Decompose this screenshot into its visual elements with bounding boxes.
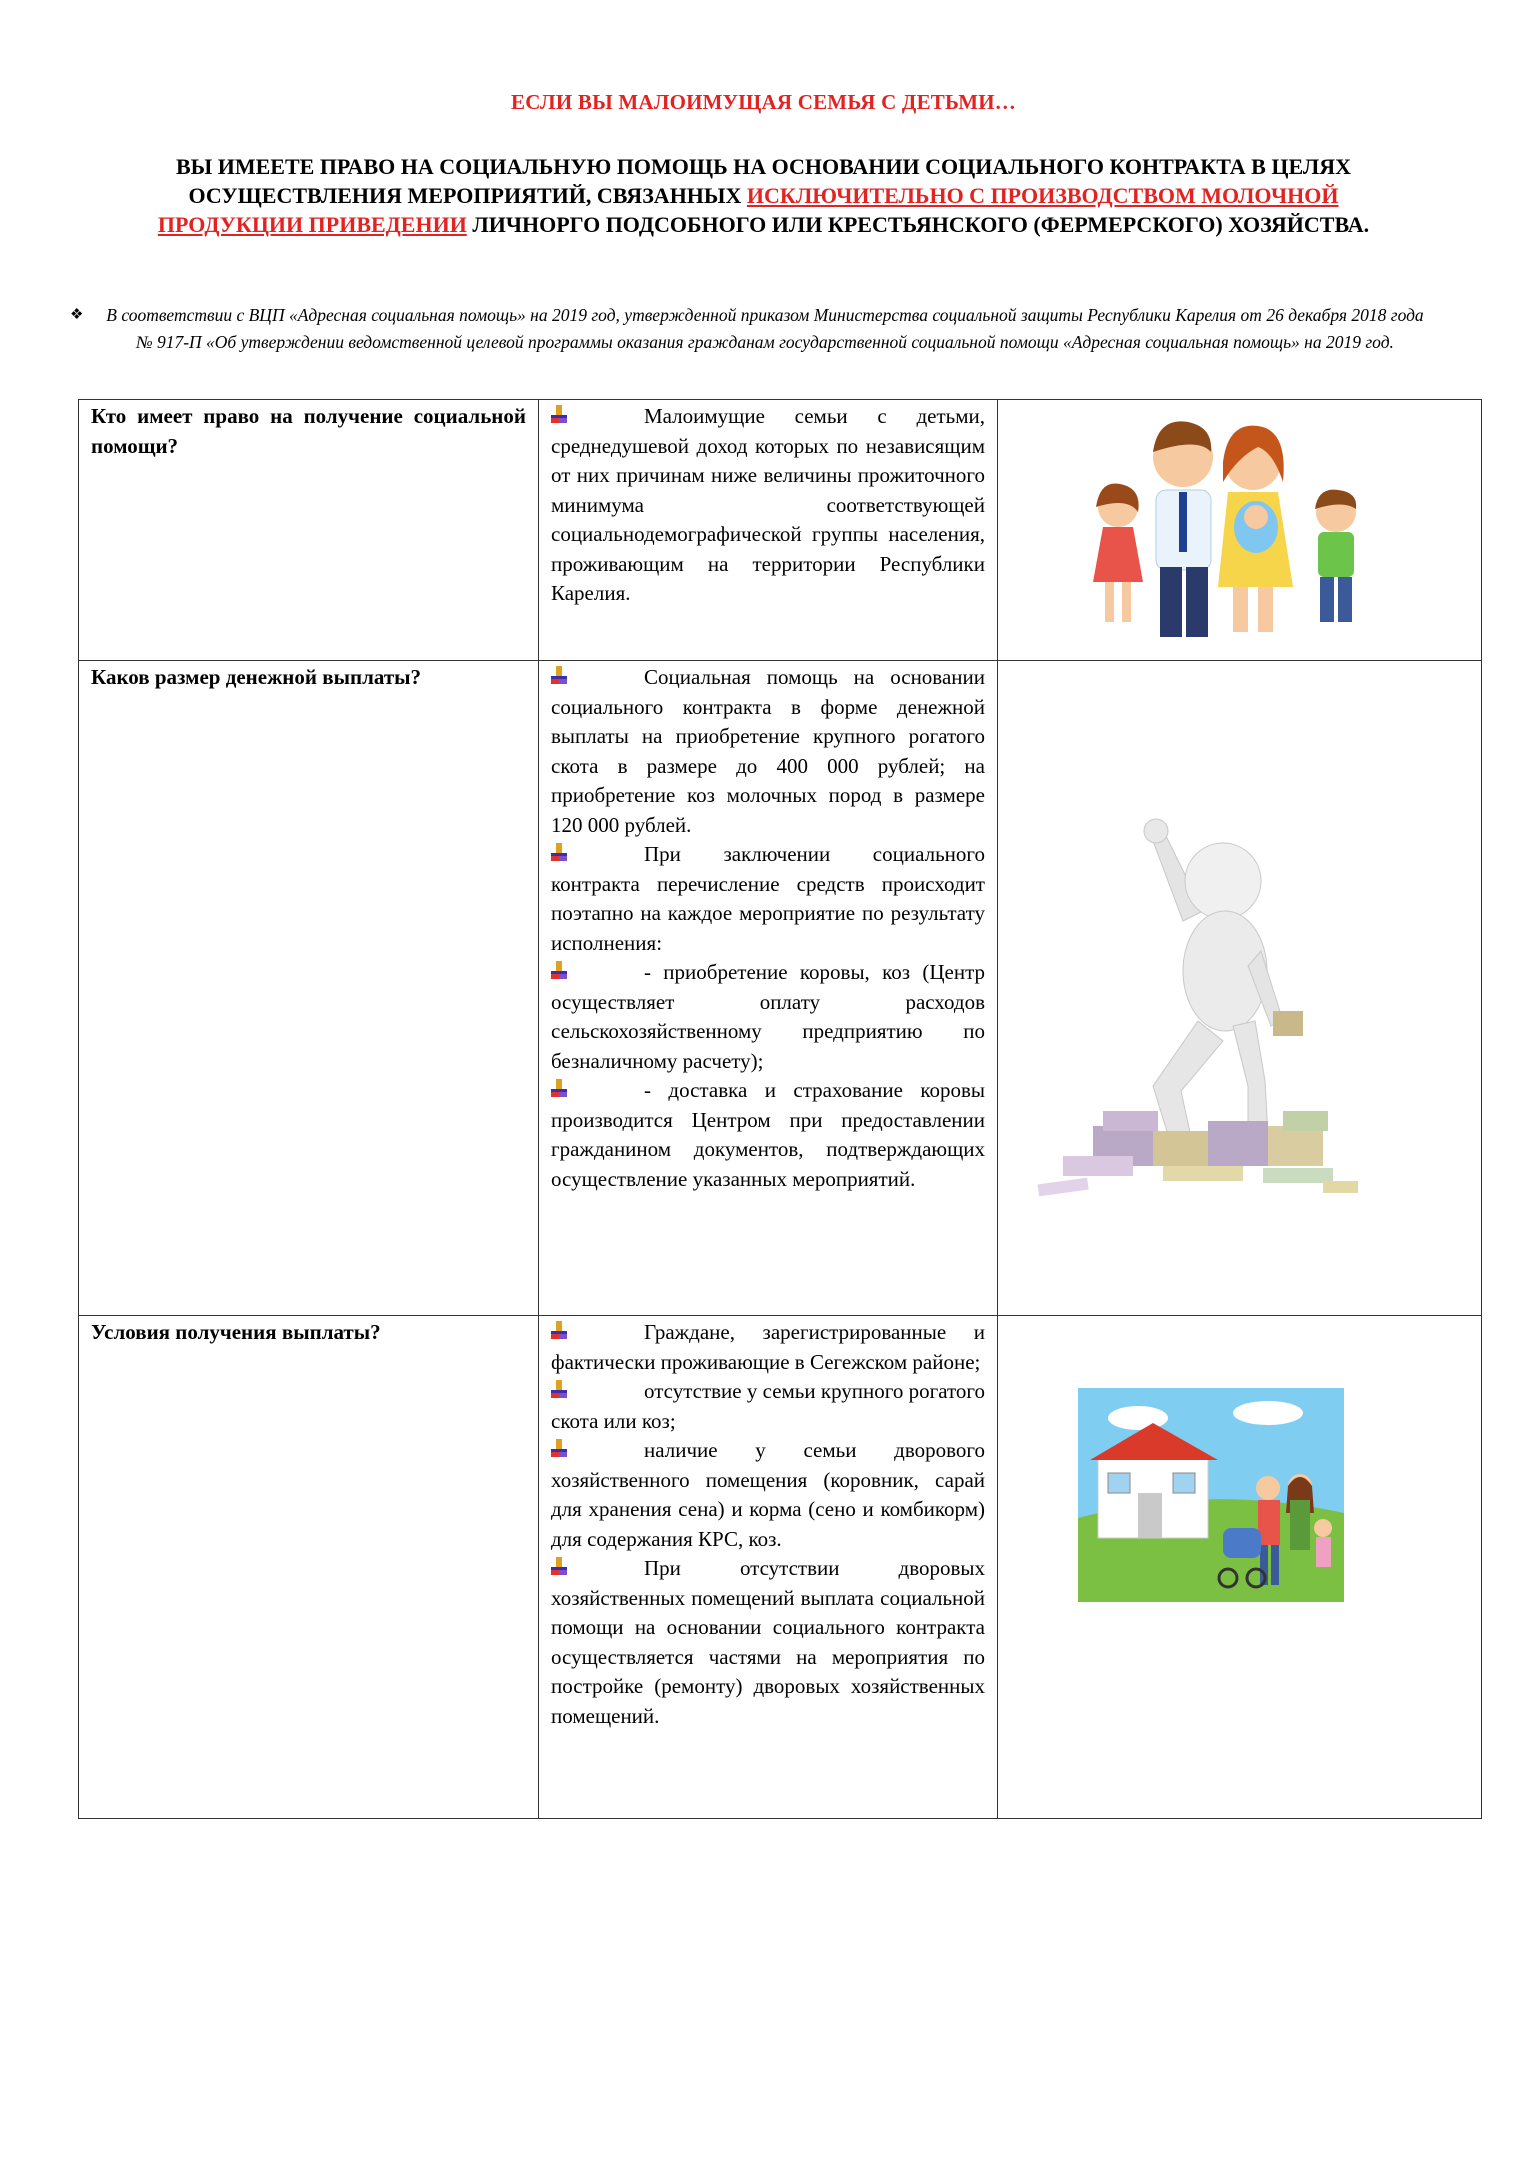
question-cell: Условия получения выплаты? [79,1316,539,1819]
arrow-bullet-icon [551,1079,567,1097]
answer-text: При отсутствии дворовых хозяйственных помещений выплата социальной помощи на основании социального контракта осуществляется частями на мероприятия по постройке (ремонту) дворовых хозяйственных помещений. [551,1556,985,1728]
answer-text: Социальная помощь на основании социального контракта в форме денежной выплаты на приобретение крупного рогатого скота в размере до 400 000 рублей; на приобретение коз молочных пород в размере 120 000 рублей. [551,665,985,837]
info-table [78,399,1482,1819]
answer-cell [539,400,998,661]
main-heading-highlight: ИСКЛЮЧИТЕЛЬНО С ПРОИЗВОДСТВОМ МОЛОЧНОЙ ПРОДУКЦИИ ПРИВЕДЕНИИ [157,183,1339,237]
list-item [551,402,985,609]
arrow-bullet-icon [551,1321,567,1339]
main-heading-part-2: ЛИЧНОРГО ПОДСОБНОГО ИЛИ КРЕСТЬЯНСКОГО (ФЕРМЕРСКОГО) ХОЗЯЙСТВА. [466,212,1370,237]
arrow-bullet-icon [551,843,567,861]
arrow-bullet-icon [551,405,567,423]
table-row [79,400,1482,661]
list-item [551,1377,985,1436]
answer-text: При заключении социального контракта перечисление средств происходит поэтапно на каждое мероприятие по результату исполнения: [551,842,985,955]
main-heading [150,152,1377,239]
arrow-bullet-icon [551,1557,567,1575]
page-title: ЕСЛИ ВЫ МАЛОИМУЩАЯ СЕМЬЯ С ДЕТЬМИ… [511,90,1016,114]
arrow-bullet-icon [551,1380,567,1398]
list-item [551,1076,985,1194]
diamond-bullet-icon: ❖ [70,307,84,323]
answer-text: Граждане, зарегистрированные и фактически проживающие в Сегежском районе; [551,1320,985,1374]
answer-text: - приобретение коровы, коз (Центр осуществляет оплату расходов сельскохозяйственному предприятию по безналичному расчету); [551,960,985,1073]
answer-text: наличие у семьи дворового хозяйственного помещения (коровник, сарай для хранения сена) и корма (сено и комбикорм) для содержания КРС, коз. [551,1438,985,1551]
answer-text: - доставка и страхование коровы производится Центром при предоставлении гражданином документов, подтверждающих осуществление указанных мероприятий. [551,1078,985,1191]
answer-text: отсутствие у семьи крупного рогатого скота или коз; [551,1379,985,1433]
arrow-bullet-icon [551,1439,567,1457]
table-row [79,661,1482,1316]
image-cell [998,661,1482,1316]
list-item [551,1436,985,1554]
main-heading-part-1: ВЫ ИМЕЕТЕ ПРАВО НА СОЦИАЛЬНУЮ ПОМОЩЬ НА ОСНОВАНИИ СОЦИАЛЬНОГО КОНТРАКТА В ЦЕЛЯХ ОСУЩЕСТВЛЕНИЯ МЕРОПРИЯТИЙ, СВЯЗАННЫХ [175,154,1352,208]
answer-text: Малоимущие семьи с детьми, среднедушевой доход которых по независящим от них причинам ниже величины прожиточного минимума соответствующей социальнодемографической группы населения, проживающим на территории Республики Карелия. [551,404,985,605]
family-illustration [1078,412,1378,647]
image-cell [998,1316,1482,1819]
question-cell: Каков размер денежной выплаты? [79,661,539,1316]
family-house-illustration [1078,1388,1344,1602]
man-on-money-illustration [1033,786,1363,1201]
answer-cell [539,1316,998,1819]
list-item [551,663,985,840]
legal-basis-note: В соответствии с ВЦП «Адресная социальная помощь» на 2019 год, утвержденной приказом Министерства социальной защиты Республики Карелия от 26 декабря 2018 года № 917-П «Об утверждении ведомственной целевой программы оказания гражданам государственной социальной помощи «Адресная социальная помощь» на 2019 год. [106,305,1424,352]
list-item [551,1318,985,1377]
arrow-bullet-icon [551,666,567,684]
arrow-bullet-icon [551,961,567,979]
image-cell [998,400,1482,661]
list-item [551,958,985,1076]
list-item [551,840,985,958]
list-item [551,1554,985,1731]
table-row [79,1316,1482,1819]
answer-cell [539,661,998,1316]
question-cell: Кто имеет право на получение социальной помощи? [79,400,539,661]
